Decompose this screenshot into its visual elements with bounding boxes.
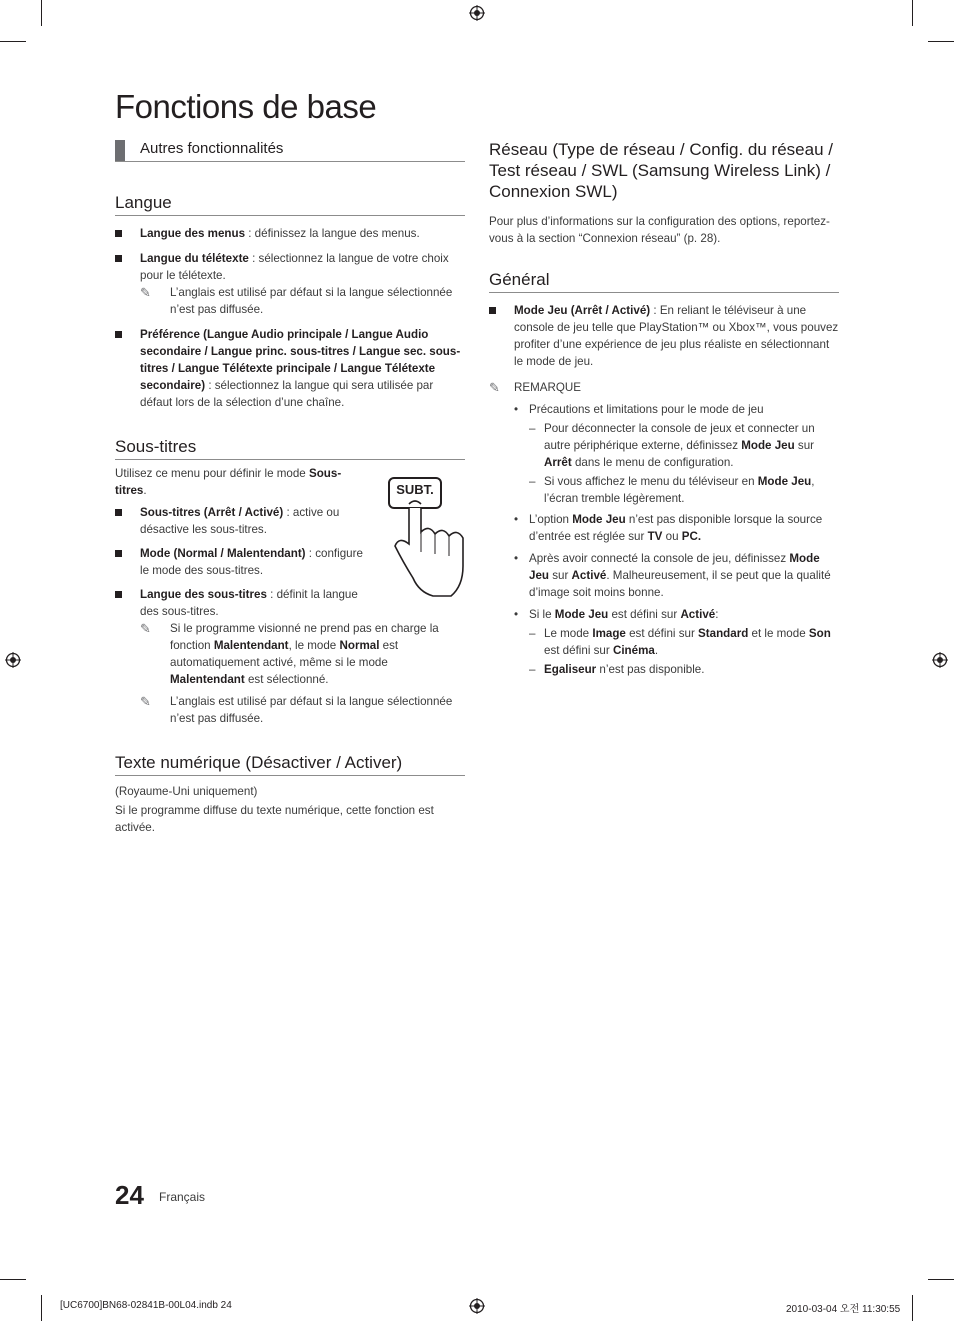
crop-mark	[912, 0, 913, 26]
bullet-square-icon	[115, 591, 122, 598]
list-item: Langue du télétexte : sélectionnez la langue de votre choix pour le télétexte.	[115, 250, 465, 284]
list-item: • L’option Mode Jeu n’est pas disponible lorsque la source d’entrée est réglée sur TV ou PC.	[514, 513, 823, 543]
reseau-heading: Réseau (Type de réseau / Config. du réseau / Test réseau / SWL (Samsung Wireless Link) / Connexion SWL)	[489, 140, 833, 201]
crop-mark	[0, 1279, 26, 1280]
bullet-square-icon	[489, 307, 496, 314]
pencil-icon: ✎	[489, 380, 500, 395]
dash-icon: –	[529, 627, 536, 640]
dash-icon: –	[529, 422, 536, 435]
dash-icon: –	[529, 475, 536, 488]
sub-section-title: Autres fonctionnalités	[140, 140, 284, 157]
bullet-dot-icon: •	[514, 403, 519, 416]
remarque-list	[489, 401, 839, 678]
bullet-dot-icon: •	[514, 608, 519, 621]
crop-mark	[41, 0, 42, 26]
texte-numerique-heading: Texte numérique (Désactiver / Activer)	[115, 753, 465, 776]
list-item: • Si le Mode Jeu est défini sur Activé:	[514, 608, 719, 621]
note: ✎ L’anglais est utilisé par défaut si la langue sélectionnée n’est pas diffusée.	[140, 694, 453, 725]
list-item: Mode Jeu (Arrêt / Activé) : En reliant le téléviseur à une console de jeu telle que PlayStation™ ou Xbox™, vous pouvez profiter d’une expérience de jeu plus réaliste en sélectionnant le mode de jeu.	[489, 302, 839, 370]
list-item: – Egaliseur n’est pas disponible.	[529, 663, 705, 676]
sub-section-header	[115, 139, 465, 162]
registration-mark-icon	[469, 1298, 485, 1314]
list-item: Préférence (Langue Audio principale / Langue Audio secondaire / Langue princ. sous-titres / Langue sec. sous-titres / Langue Télétexte principale / Langue Télétexte secondaire) : sélectionnez la langue qui sera utilisée par défaut lors de la sélection d’une chaîne.	[115, 326, 465, 411]
bullet-square-icon	[115, 550, 122, 557]
bullet-dot-icon: •	[514, 552, 519, 565]
dash-icon: –	[529, 663, 536, 676]
registration-mark-icon	[932, 652, 948, 668]
remarque-label: ✎ REMARQUE	[489, 380, 581, 395]
crop-mark	[41, 1295, 42, 1321]
crop-mark	[0, 41, 26, 42]
list-item: Sous-titres (Arrêt / Activé) : active ou désactive les sous-titres.	[115, 504, 365, 538]
page-title: Fonctions de base	[115, 88, 377, 125]
pencil-icon: ✎	[140, 694, 151, 709]
note: ✎ Si le programme visionné ne prend pas en charge la fonction Malentendant, le mode Normal est automatiquement activé, même si le mode Malentendant est sélectionné.	[140, 621, 439, 686]
bullet-square-icon	[115, 331, 122, 338]
langue-heading: Langue	[115, 193, 465, 216]
bullet-square-icon	[115, 230, 122, 237]
page-number: 24	[115, 1180, 144, 1210]
list-item: – Pour déconnecter la console de jeux et connecter un autre périphérique externe, définissez Mode Jeu sur Arrêt dans le menu de configuration.	[529, 422, 815, 469]
pencil-icon: ✎	[140, 285, 151, 300]
footer-language: Français	[159, 1190, 206, 1204]
list-item: – Le mode Image est défini sur Standard et le mode Son est défini sur Cinéma.	[529, 627, 831, 657]
sous-titres-intro: Utilisez ce menu pour définir le mode Sous-titres.	[115, 467, 342, 497]
right-column	[489, 139, 839, 678]
subt-button-label: SUBT.	[396, 482, 434, 497]
list-item: • Précautions et limitations pour le mode de jeu	[514, 403, 764, 416]
crop-mark	[928, 41, 954, 42]
paragraph: Pour plus d’informations sur la configuration des options, reportez-vous à la section “Connexion réseau” (p. 28).	[489, 215, 830, 245]
registration-mark-icon	[5, 652, 21, 668]
paragraph: (Royaume-Uni uniquement)	[115, 785, 258, 798]
list-item: Mode (Normal / Malentendant) : configure le mode des sous-titres.	[115, 545, 375, 579]
general-heading: Général	[489, 270, 839, 293]
print-slug-file: [UC6700]BN68-02841B-00L04.indb 24	[60, 1300, 232, 1311]
crop-mark	[928, 1279, 954, 1280]
print-slug-date: 2010-03-04 오전 11:30:55	[786, 1304, 901, 1315]
note: ✎ L’anglais est utilisé par défaut si la langue sélectionnée n’est pas diffusée.	[140, 285, 453, 316]
pencil-icon: ✎	[140, 621, 151, 636]
bullet-dot-icon: •	[514, 513, 519, 526]
list-item: Langue des sous-titres : définit la langue des sous-titres.	[115, 586, 365, 620]
sous-titres-heading: Sous-titres	[115, 437, 465, 460]
paragraph: Si le programme diffuse du texte numérique, cette fonction est activée.	[115, 804, 434, 834]
bullet-square-icon	[115, 509, 122, 516]
section-marker-bar	[115, 140, 125, 161]
crop-mark	[912, 1295, 913, 1321]
bullet-square-icon	[115, 255, 122, 262]
registration-mark-icon	[469, 5, 485, 21]
list-item: • Après avoir connecté la console de jeu, définissez Mode Jeu sur Activé. Malheureusement, il se peut que la qualité d’image soit moins bonne.	[514, 552, 831, 599]
list-item: – Si vous affichez le menu du téléviseur en Mode Jeu, l’écran tremble légèrement.	[529, 475, 815, 505]
list-item: Langue des menus : définissez la langue des menus.	[115, 225, 465, 242]
